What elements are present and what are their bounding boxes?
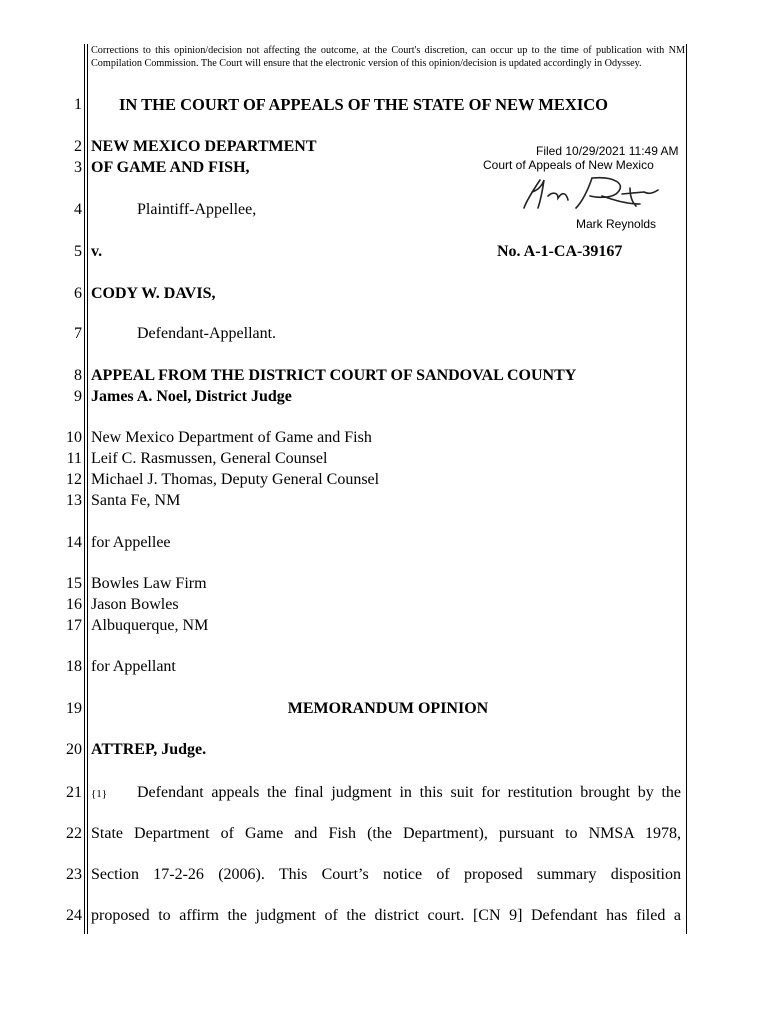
plaintiff-role: Plaintiff-Appellee, [137, 201, 257, 218]
line-number: 4 [74, 201, 82, 218]
appeal-heading: APPEAL FROM THE DISTRICT COURT OF SANDOVAL COUNTY [91, 367, 577, 384]
line-number: 2 [74, 138, 82, 155]
district-judge: James A. Noel, District Judge [91, 388, 292, 405]
appellant-counsel-line: Jason Bowles [91, 596, 179, 613]
body-line: State Department of Game and Fish (the Department), pursuant to NMSA 1978, [91, 825, 681, 842]
line-number: 1 [74, 96, 82, 113]
court-title: IN THE COURT OF APPEALS OF THE STATE OF NEW MEXICO [119, 95, 609, 114]
clerk-signature [518, 170, 668, 218]
left-margin-rule-inner [87, 44, 88, 934]
line-number: 19 [66, 700, 82, 717]
opinion-title: MEMORANDUM OPINION [287, 700, 489, 717]
left-margin-rule-outer [84, 44, 85, 934]
defendant-role: Defendant-Appellant. [137, 325, 277, 342]
appellee-counsel-line: Michael J. Thomas, Deputy General Counsel [91, 471, 380, 488]
line-number: 12 [66, 471, 82, 488]
line-number: 21 [66, 784, 82, 801]
line-number: 13 [66, 492, 82, 509]
line-number: 18 [66, 658, 82, 675]
body-line: Section 17-2-26 (2006). This Court’s notice of proposed summary disposition [91, 866, 681, 883]
line-number: 9 [74, 388, 82, 405]
line-number: 24 [66, 907, 82, 924]
line-number: 20 [66, 741, 82, 758]
line-number: 16 [66, 596, 82, 613]
filing-stamp-clerk: Mark Reynolds [576, 217, 657, 231]
for-appellant: for Appellant [91, 658, 176, 675]
line-number: 17 [66, 617, 82, 634]
author-judge: ATTREP, Judge. [91, 741, 207, 758]
plaintiff-name-line2: OF GAME AND FISH, [91, 159, 250, 176]
paragraph-marker: {1} [91, 788, 108, 800]
filing-stamp-court: Court of Appeals of New Mexico [483, 158, 654, 172]
right-margin-rule [686, 44, 687, 934]
line-number: 3 [74, 159, 82, 176]
defendant-name: CODY W. DAVIS, [91, 285, 216, 302]
appellee-counsel-line: Santa Fe, NM [91, 492, 181, 509]
body-line: Defendant appeals the final judgment in this suit for restitution brought by the [137, 784, 681, 801]
appellant-counsel-line: Albuquerque, NM [91, 617, 209, 634]
line-number: 8 [74, 367, 82, 384]
for-appellee: for Appellee [91, 534, 171, 551]
line-number: 15 [66, 575, 82, 592]
filing-stamp-date: Filed 10/29/2021 11:49 AM [536, 144, 679, 158]
appellant-counsel-line: Bowles Law Firm [91, 575, 207, 592]
versus: v. [91, 243, 103, 260]
body-line: proposed to affirm the judgment of the district court. [CN 9] Defendant has filed a [91, 907, 681, 924]
line-number: 7 [74, 325, 82, 342]
line-number: 22 [66, 825, 82, 842]
corrections-notice: Corrections to this opinion/decision not affecting the outcome, at the Court's discretion, can occur up to the time of publication with NM Compilation Commission. The Court will ensure that the electronic version of this opinion/decision is updated accordingly in Odyssey. [91, 45, 685, 69]
appellee-counsel-line: Leif C. Rasmussen, General Counsel [91, 450, 328, 467]
line-number: 11 [66, 450, 82, 467]
plaintiff-name-line1: NEW MEXICO DEPARTMENT [91, 138, 317, 155]
line-number: 14 [66, 534, 82, 551]
appellee-counsel-line: New Mexico Department of Game and Fish [91, 429, 372, 446]
line-number: 23 [66, 866, 82, 883]
line-number: 10 [66, 429, 82, 446]
line-number: 6 [74, 285, 82, 302]
case-number: No. A-1-CA-39167 [497, 243, 623, 260]
line-number: 5 [74, 243, 82, 260]
